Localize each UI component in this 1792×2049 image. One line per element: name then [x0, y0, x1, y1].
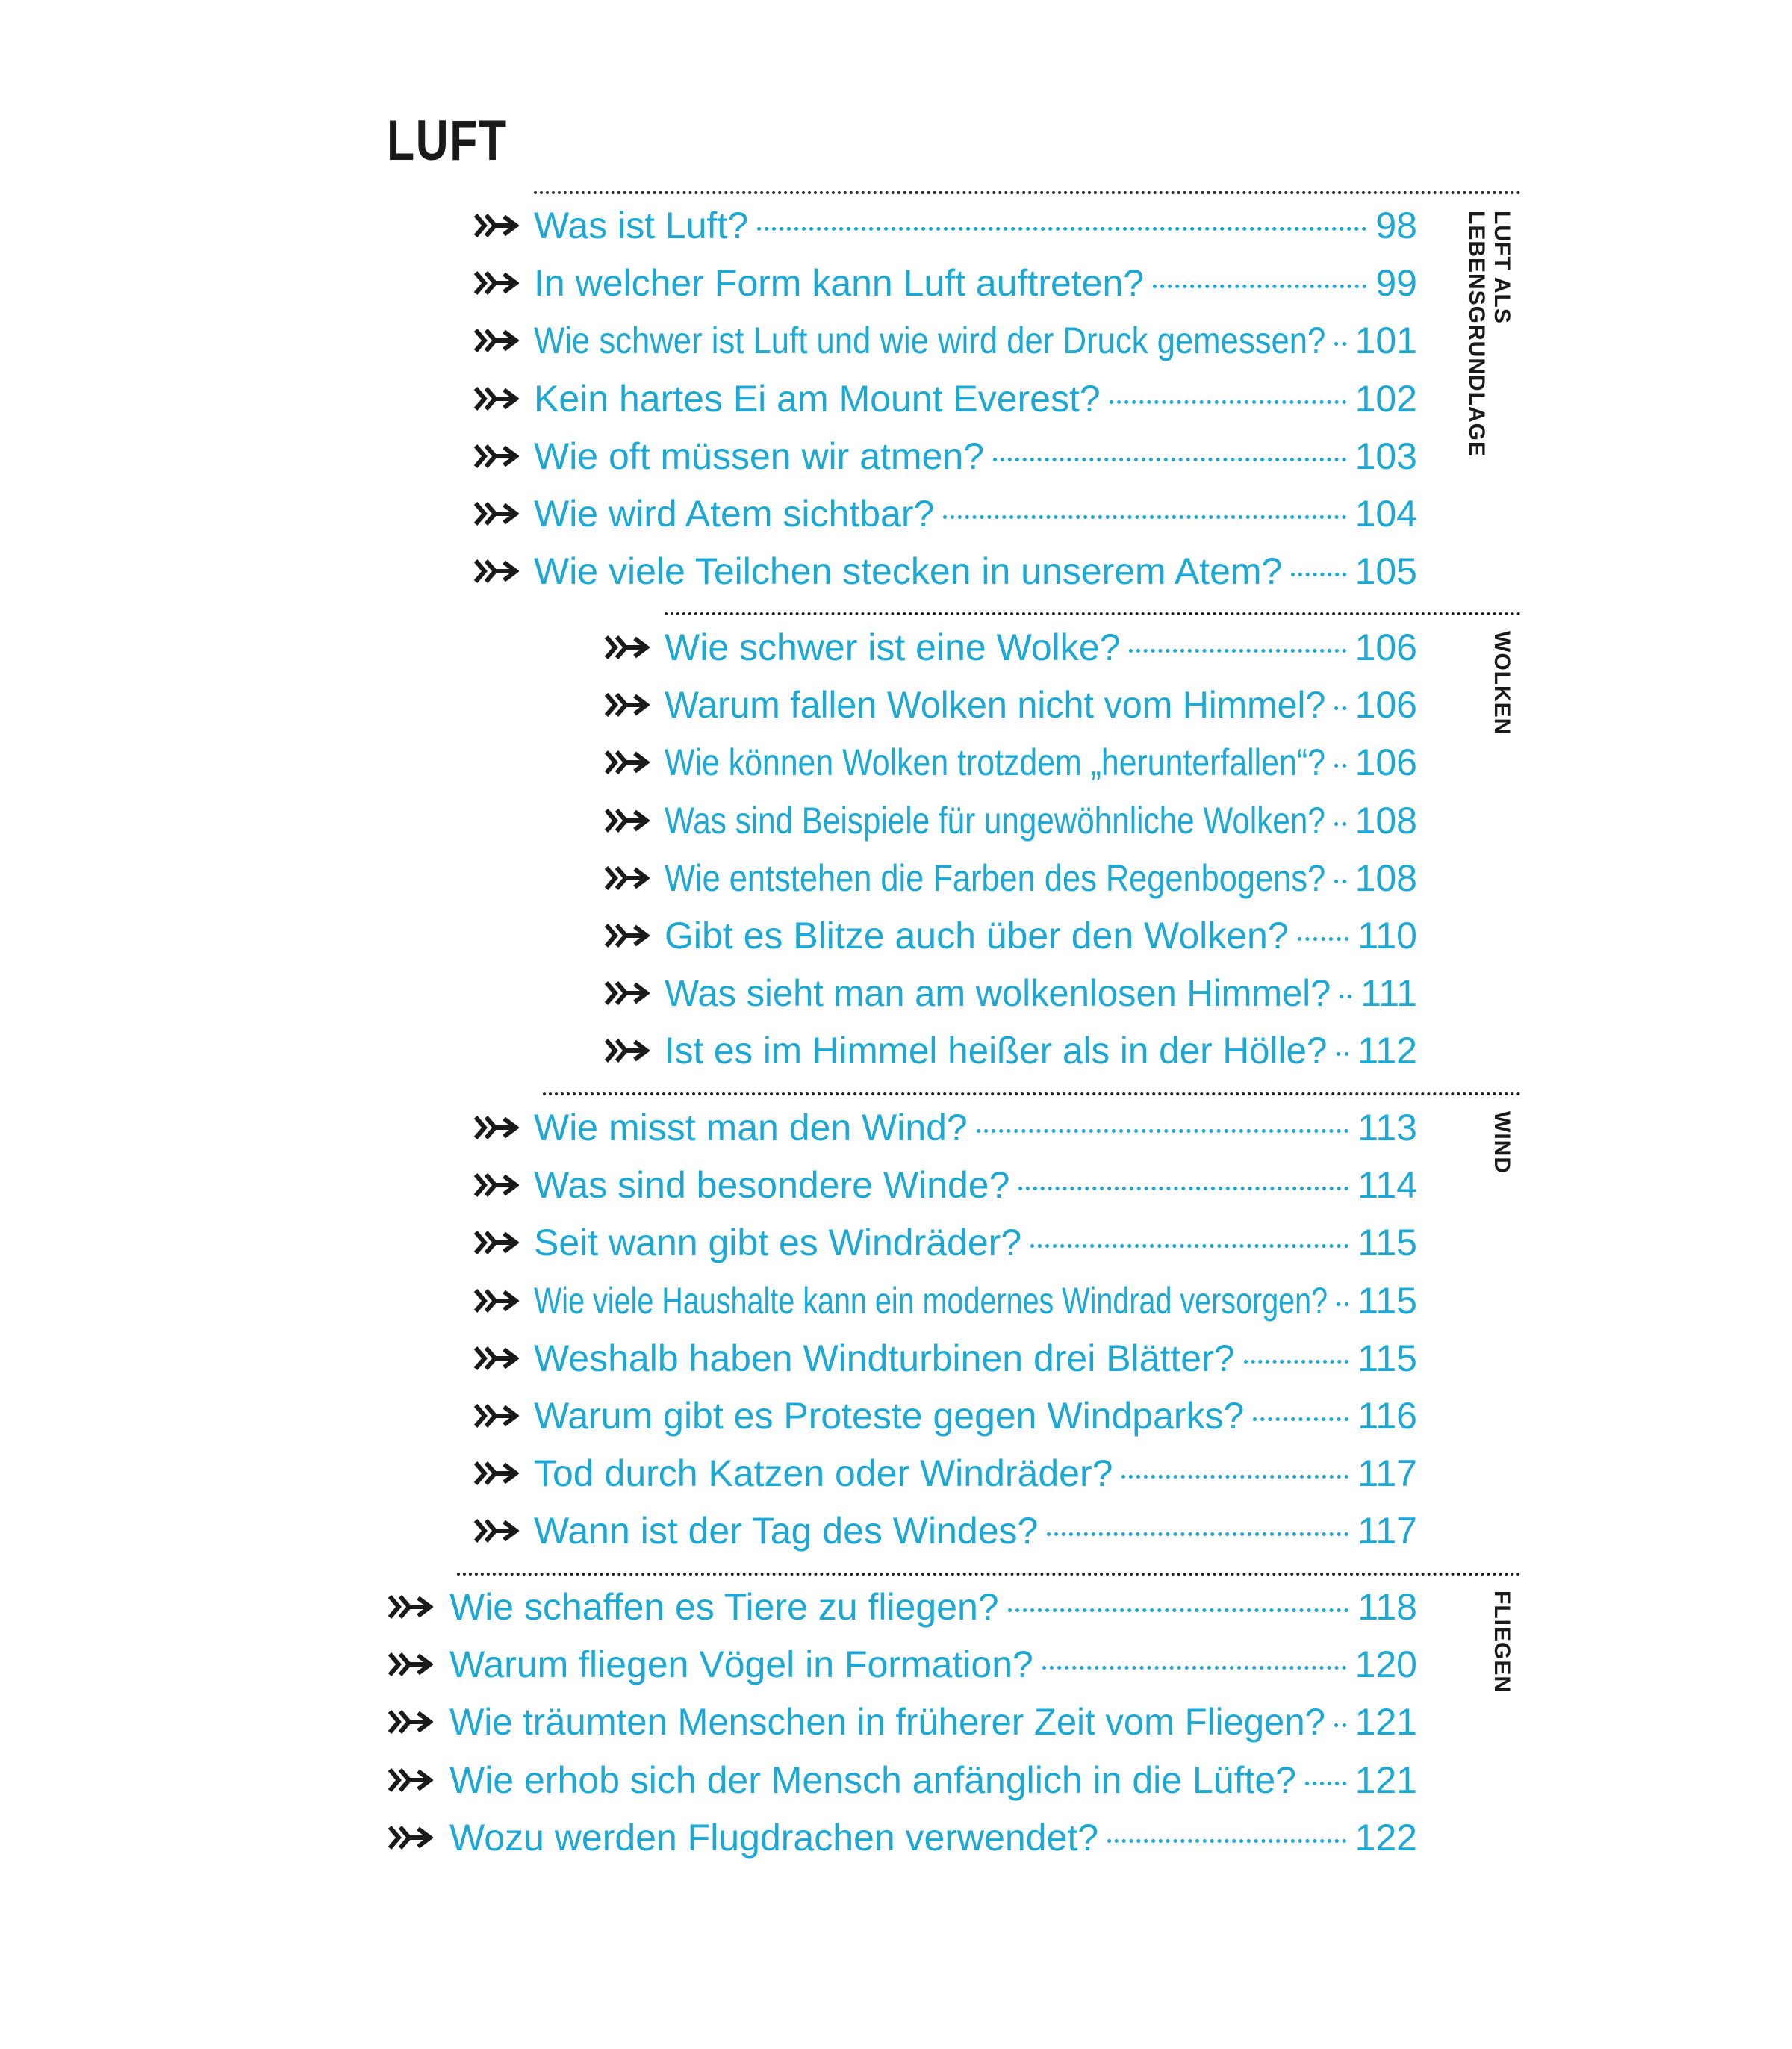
toc-entry[interactable] — [605, 624, 1417, 671]
dot-leader — [1153, 285, 1366, 288]
section-divider — [534, 191, 1521, 194]
toc-entry[interactable] — [474, 317, 1417, 364]
page-number[interactable]: 117 — [1357, 1510, 1417, 1552]
chapter-title: LUFT — [387, 109, 508, 172]
toc-entry[interactable] — [605, 969, 1417, 1017]
double-arrow-icon — [605, 804, 650, 837]
toc-question[interactable]: Tod durch Katzen oder Windräder? — [534, 1452, 1113, 1495]
toc-entry[interactable] — [388, 1756, 1417, 1804]
double-arrow-icon — [605, 919, 650, 952]
dot-leader — [1305, 1782, 1346, 1785]
double-arrow-icon — [474, 209, 519, 242]
double-arrow-icon — [474, 1399, 519, 1432]
toc-entry[interactable] — [605, 739, 1417, 786]
page-number[interactable]: 106 — [1354, 626, 1417, 668]
toc-entry[interactable] — [474, 375, 1417, 423]
toc-question[interactable]: Was sind besondere Winde? — [534, 1164, 1010, 1207]
page-number[interactable]: 117 — [1357, 1452, 1417, 1495]
dot-leader — [1244, 1360, 1349, 1364]
page-number[interactable]: 118 — [1357, 1586, 1417, 1628]
section-label: WIND — [1490, 1111, 1514, 1174]
toc-entry[interactable] — [474, 1104, 1417, 1151]
section-divider — [665, 612, 1521, 615]
section-label: LUFT ALS LEBENSGRUNDLAGE — [1464, 211, 1514, 458]
page-number[interactable]: 108 — [1354, 856, 1417, 899]
double-arrow-icon — [605, 862, 650, 895]
page-number[interactable]: 115 — [1357, 1222, 1417, 1264]
toc-entry[interactable] — [474, 1507, 1417, 1555]
double-arrow-icon — [605, 977, 650, 1010]
dot-leader — [1121, 1475, 1348, 1479]
toc-entry[interactable] — [474, 1449, 1417, 1497]
double-arrow-icon — [388, 1821, 433, 1854]
double-arrow-icon — [388, 1706, 433, 1738]
page-number[interactable]: 105 — [1354, 550, 1417, 593]
dot-leader — [1008, 1608, 1349, 1612]
dot-leader — [1334, 880, 1345, 883]
dot-leader — [1253, 1417, 1348, 1421]
toc-question[interactable]: Wie wird Atem sichtbar? — [534, 493, 935, 535]
toc-entry[interactable] — [605, 797, 1417, 845]
page-number[interactable]: 106 — [1354, 741, 1417, 784]
double-arrow-icon — [474, 1457, 519, 1490]
dot-leader — [1334, 706, 1345, 710]
double-arrow-icon — [474, 555, 519, 588]
toc-entry[interactable] — [474, 202, 1417, 249]
dot-leader — [1018, 1187, 1348, 1190]
toc-question[interactable]: Kein hartes Ei am Mount Everest? — [534, 377, 1101, 420]
double-arrow-icon — [474, 267, 519, 299]
toc-entry[interactable] — [388, 1698, 1417, 1746]
double-arrow-icon — [474, 382, 519, 415]
toc-question[interactable]: In welcher Form kann Luft auftreten? — [534, 262, 1145, 305]
double-arrow-icon — [474, 1514, 519, 1547]
toc-entry[interactable] — [474, 1277, 1417, 1325]
toc-question[interactable]: Was ist Luft? — [534, 205, 749, 246]
toc-entry[interactable] — [474, 1161, 1417, 1209]
toc-question[interactable]: Wie schaffen es Tiere zu fliegen? — [449, 1586, 999, 1628]
dot-leader — [1291, 573, 1345, 576]
toc-question[interactable]: Wie schwer ist Luft und wie wird der Druck gemessen? — [534, 320, 1326, 362]
toc-question[interactable]: Wie erhob sich der Mensch anfänglich in die Lüfte? — [449, 1759, 1296, 1801]
toc-question[interactable]: Wozu werden Flugdrachen verwendet? — [449, 1816, 1099, 1859]
toc-entry[interactable] — [474, 432, 1417, 480]
toc-question[interactable]: Wie oft müssen wir atmen? — [534, 435, 984, 477]
toc-question[interactable]: Wie viele Teilchen stecken in unserem Atem? — [534, 550, 1283, 593]
page-number[interactable]: 103 — [1354, 435, 1417, 477]
toc-entry[interactable] — [474, 490, 1417, 538]
dot-leader — [1298, 937, 1349, 941]
toc-question[interactable]: Was sieht man am wolkenlosen Himmel? — [665, 972, 1331, 1015]
dot-leader — [1337, 1302, 1348, 1306]
toc-entry[interactable] — [388, 1583, 1417, 1631]
dot-leader — [1042, 1666, 1346, 1670]
toc-question[interactable]: Seit wann gibt es Windräder? — [534, 1222, 1022, 1264]
toc-question[interactable]: Wie misst man den Wind? — [534, 1107, 968, 1148]
double-arrow-icon — [605, 1034, 650, 1067]
page-number[interactable]: 98 — [1375, 205, 1417, 246]
toc-entry[interactable] — [605, 1027, 1417, 1075]
toc-entry[interactable] — [474, 259, 1417, 307]
toc-question[interactable]: Wie viele Haushalte kann ein modernes Windrad versorgen? — [534, 1279, 1328, 1322]
page-number[interactable]: 116 — [1357, 1395, 1417, 1437]
toc-question[interactable]: Warum fallen Wolken nicht vom Himmel? — [665, 684, 1326, 727]
double-arrow-icon — [388, 1648, 433, 1681]
toc-question[interactable]: Gibt es Blitze auch über den Wolken? — [665, 915, 1289, 957]
dot-leader — [1047, 1532, 1348, 1536]
page-number[interactable]: 114 — [1357, 1164, 1417, 1207]
toc-question[interactable]: Was sind Beispiele für ungewöhnliche Wolken? — [665, 799, 1325, 842]
toc-question[interactable]: Wie können Wolken trotzdem „herunterfallen“? — [665, 741, 1325, 784]
dot-leader — [1334, 764, 1346, 768]
toc-question[interactable]: Wann ist der Tag des Windes? — [534, 1510, 1039, 1552]
double-arrow-icon — [474, 1342, 519, 1375]
dot-leader — [1340, 995, 1351, 998]
toc-question[interactable]: Wie träumten Menschen in früherer Zeit vom Fliegen? — [449, 1701, 1325, 1744]
dot-leader — [757, 227, 1366, 231]
section-divider — [543, 1092, 1521, 1095]
toc-entry[interactable] — [605, 912, 1417, 960]
dot-leader — [1030, 1244, 1348, 1248]
page-number[interactable]: 99 — [1375, 262, 1417, 305]
double-arrow-icon — [388, 1764, 433, 1797]
page-number[interactable]: 122 — [1354, 1816, 1417, 1859]
page-number[interactable]: 111 — [1360, 972, 1417, 1015]
section-label: FLIEGEN — [1490, 1591, 1514, 1694]
dot-leader — [1337, 1052, 1349, 1056]
page-number[interactable]: 104 — [1354, 493, 1417, 535]
toc-entry[interactable] — [474, 1334, 1417, 1382]
dot-leader — [1107, 1839, 1346, 1843]
dot-leader — [1334, 342, 1345, 346]
dot-leader — [977, 1129, 1349, 1133]
page-number[interactable]: 108 — [1354, 799, 1417, 842]
toc-question[interactable]: Weshalb haben Windturbinen drei Blätter? — [534, 1337, 1235, 1379]
toc-entry[interactable] — [388, 1814, 1417, 1862]
double-arrow-icon — [474, 1226, 519, 1259]
toc-entry[interactable] — [474, 1392, 1417, 1440]
toc-entry[interactable] — [605, 854, 1417, 902]
dot-leader — [1334, 822, 1346, 826]
page-number[interactable]: 120 — [1354, 1644, 1417, 1686]
double-arrow-icon — [605, 631, 650, 664]
toc-entry[interactable] — [474, 547, 1417, 595]
toc-question[interactable]: Wie schwer ist eine Wolke? — [665, 626, 1121, 668]
double-arrow-icon — [474, 1284, 519, 1317]
toc-entry[interactable] — [388, 1641, 1417, 1688]
page-number[interactable]: 121 — [1354, 1759, 1417, 1801]
page-number[interactable]: 121 — [1354, 1701, 1417, 1744]
page-number[interactable]: 101 — [1354, 320, 1417, 362]
double-arrow-icon — [605, 688, 650, 721]
page-number[interactable]: 115 — [1357, 1337, 1417, 1379]
dot-leader — [1334, 1723, 1346, 1727]
double-arrow-icon — [474, 1169, 519, 1201]
double-arrow-icon — [388, 1591, 433, 1623]
toc-entry[interactable] — [474, 1219, 1417, 1266]
double-arrow-icon — [474, 324, 519, 357]
double-arrow-icon — [474, 1111, 519, 1144]
dot-leader — [943, 515, 1345, 519]
page-number[interactable]: 102 — [1354, 377, 1417, 420]
section-label: WOLKEN — [1490, 631, 1514, 736]
page-number[interactable]: 113 — [1357, 1107, 1417, 1148]
toc-question[interactable]: Ist es im Himmel heißer als in der Hölle? — [665, 1030, 1328, 1072]
toc-entry[interactable] — [605, 681, 1417, 729]
page-number[interactable]: 115 — [1357, 1279, 1417, 1322]
dot-leader — [993, 458, 1346, 461]
double-arrow-icon — [474, 440, 519, 473]
toc-question[interactable]: Warum fliegen Vögel in Formation? — [449, 1644, 1033, 1686]
dot-leader — [1129, 649, 1345, 653]
double-arrow-icon — [474, 497, 519, 530]
page-number[interactable]: 112 — [1357, 1030, 1417, 1072]
page-number[interactable]: 110 — [1357, 915, 1417, 957]
section-divider — [457, 1573, 1521, 1576]
toc-question[interactable]: Warum gibt es Proteste gegen Windparks? — [534, 1395, 1245, 1437]
page-number[interactable]: 106 — [1354, 684, 1417, 727]
dot-leader — [1110, 400, 1346, 404]
toc-question[interactable]: Wie entstehen die Farben des Regenbogens? — [665, 856, 1326, 899]
double-arrow-icon — [605, 746, 650, 779]
